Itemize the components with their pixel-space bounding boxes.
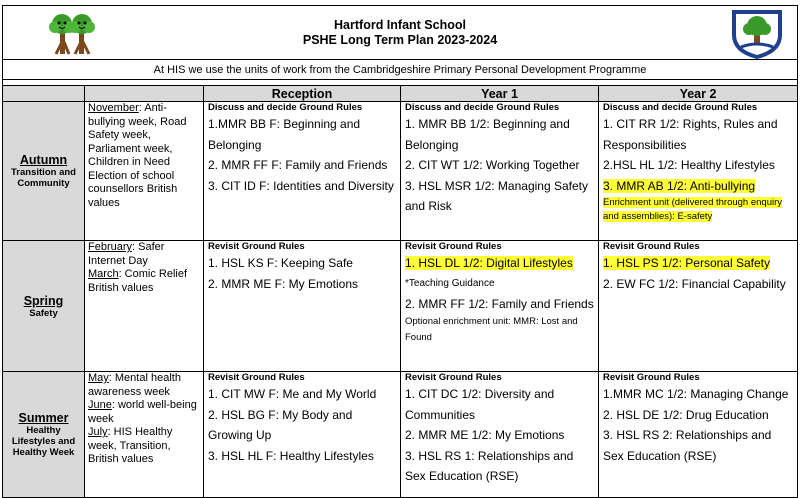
header-blank [3,86,85,102]
term-theme: Healthy Lifestyles and Healthy Week [11,425,76,458]
unit-line: 2. HSL BG F: My Body and Growing Up [208,407,353,442]
event-month: June [88,399,112,411]
unit-line: 2.HSL HL 1/2: Healthy Lifestyles [603,158,775,172]
unit-line: 2. HSL DE 1/2: Drug Education [603,407,769,422]
unit-line: 2. MMR ME F: My Emotions [208,276,359,291]
trees-logo-icon [47,12,99,58]
unit-line: 1.MMR MC 1/2: Managing Change [603,387,789,401]
reception-cell [204,372,401,498]
year1-cell [401,241,599,372]
event-text: : Anti-bullying week, Road Safety week, Parliament week, Children in Need Election of school counsellors British values [88,102,187,209]
ground-rules-heading: Revisit Ground Rules [603,241,700,252]
ground-rules-heading: Revisit Ground Rules [208,241,305,252]
event-month: July [88,426,108,438]
ground-rules-heading: Revisit Ground Rules [603,372,700,383]
unit-line: 2. MMR ME 1/2: My Emotions [405,428,565,442]
ground-rules-heading: Discuss and decide Ground Rules [405,102,560,113]
term-name: Summer [18,411,69,425]
school-crest-icon [731,9,783,59]
unit-line: 3. HSL RS 2: Relationships and Sex Education (RSE) [603,428,772,463]
event-text: : Safer Internet Day [88,241,165,267]
event-month: February [88,241,133,253]
unit-line: 2. MMR FF 1/2: Family and Friends [405,296,594,311]
unit-line: 3. HSL HL F: Healthy Lifestyles [208,448,374,463]
unit-line: 2. MMR FF F: Family and Friends [208,158,388,172]
ground-rules-heading: Revisit Ground Rules [405,372,502,383]
intro-row [3,60,798,80]
term-events [85,102,204,241]
title-cell [3,6,798,60]
unit-line: 1. CIT MW F: Me and My World [208,387,377,401]
year1-cell [401,372,599,498]
term-theme: Transition and Community [11,167,76,189]
ground-rules-heading: Discuss and decide Ground Rules [603,102,758,113]
highlighted-unit: 3. MMR AB 1/2: Anti-bullying [603,178,756,193]
reception-cell [204,241,401,372]
optional-enrichment-note: Optional enrichment unit: MMR: Lost and Found [405,316,578,343]
event-month: March [88,268,119,280]
enrichment-note: Enrichment unit (delivered through enquiry and assemblies): E-safety [603,197,783,222]
ground-rules-heading: Revisit Ground Rules [208,372,305,383]
term-row-summer [3,372,798,498]
unit-line: 3. CIT ID F: Identities and Diversity [208,178,394,193]
unit-line: 1. MMR BB 1/2: Beginning and Belonging [405,117,570,152]
event-text: : world well-being week [88,399,197,425]
year2-cell [599,372,798,498]
term-label [3,372,85,498]
plan-title: PSHE Long Term Plan 2023-2024 [302,32,498,47]
event-month: November [88,102,139,114]
term-theme: Safety [29,307,58,319]
event-text: : Comic Relief British values [88,268,188,294]
column-header-reception: Reception [204,86,401,102]
event-month: May [88,372,109,384]
term-label [3,241,85,372]
teaching-guidance-note: *Teaching Guidance [405,277,495,289]
unit-line: 1. CIT DC 1/2: Diversity and Communities [405,387,555,422]
term-row-spring [3,241,798,372]
term-events [85,372,204,498]
title-row [3,6,798,60]
reception-cell [204,102,401,241]
column-header-row [3,86,798,102]
ground-rules-heading: Discuss and decide Ground Rules [208,102,363,113]
year2-cell [599,102,798,241]
school-name: Hartford Infant School [334,17,466,32]
column-header-year1: Year 1 [401,86,599,102]
unit-line: 2. EW FC 1/2: Financial Capability [603,276,786,291]
term-label [3,102,85,241]
year2-cell [599,241,798,372]
plan-table [2,5,798,498]
unit-line: 3. HSL MSR 1/2: Managing Safety and Risk [405,178,588,213]
term-name: Spring [23,293,64,308]
highlighted-unit: 1. HSL PS 1/2: Personal Safety [603,256,770,270]
unit-line: 2. CIT WT 1/2: Working Together [405,158,580,172]
event-text: : Mental health awareness week [88,372,181,398]
highlighted-unit: 1. HSL DL 1/2: Digital Lifestyles [405,256,573,270]
unit-line: 1.MMR BB F: Beginning and Belonging [208,117,361,152]
term-events [85,241,204,372]
intro-text: At HIS we use the units of work from the Cambridgeshire Primary Personal Development Programme [3,60,798,80]
term-name: Autumn [19,153,68,167]
ground-rules-heading: Revisit Ground Rules [405,241,502,252]
term-row-autumn [3,102,798,241]
event-text: : HIS Healthy week, Transition, British values [88,426,173,465]
unit-line: 1. HSL KS F: Keeping Safe [208,256,353,270]
unit-line: 1. CIT RR 1/2: Rights, Rules and Responsibilities [603,117,778,152]
header-blank [85,86,204,102]
year1-cell [401,102,599,241]
unit-line: 3. HSL RS 1: Relationships and Sex Education (RSE) [405,448,574,483]
column-header-year2: Year 2 [599,86,798,102]
